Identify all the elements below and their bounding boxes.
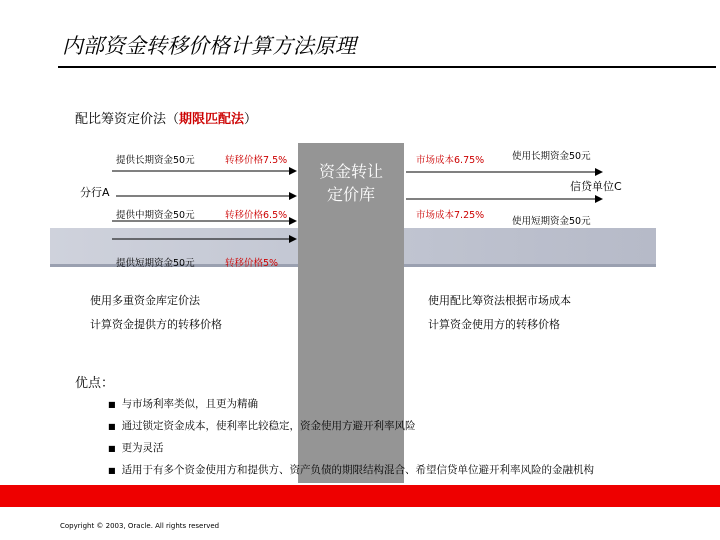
right-note-line1: 使用配比筹资法根据市场成本 [428, 294, 571, 307]
advantage-item [108, 462, 594, 477]
left-note-line1: 使用多重资金库定价法 [90, 294, 200, 307]
pool-label-line1: 资金转让 [318, 162, 383, 181]
pool-label-line2: 定价库 [326, 185, 375, 204]
copyright-text: Copyright © 2003, Oracle. All rights reserved [60, 522, 220, 530]
credit-unit-label: 信贷单位C [570, 180, 622, 193]
left-note-line2: 计算资金提供方的转移价格 [90, 318, 222, 331]
advantage-item [108, 440, 164, 455]
row-short-term-label: 提供短期资金50元 [116, 258, 195, 269]
right-note-line2: 计算资金使用方的转移价格 [428, 318, 560, 331]
right-use-short-term: 使用短期资金50元 [512, 216, 591, 227]
advantage-item-text: 适用于有多个资金使用方和提供方、资产负债的期限结构混合、希望信贷单位避开利率风险的金融机构 [121, 464, 595, 476]
advantage-item-text: 更为灵活 [121, 442, 164, 454]
row-short-term-rate: 转移价格5% [225, 258, 279, 269]
advantage-item [108, 418, 416, 433]
row-mid-term-label: 提供中期资金50元 [116, 210, 195, 221]
right-market-cost-1: 市场成本6.75% [416, 155, 485, 166]
advantage-item-text: 通过锁定资金成本，使利率比较稳定，资金使用方避开利率风险 [121, 420, 416, 432]
bullet-icon: ■ [108, 400, 116, 409]
bullet-icon: ■ [108, 466, 116, 475]
subtitle-highlight: 期限匹配法 [179, 112, 245, 127]
page-title: 内部资金转移价格计算方法原理 [62, 34, 356, 58]
advantage-item-text: 与市场利率类似，且更为精确 [121, 398, 259, 410]
bullet-icon: ■ [108, 444, 116, 453]
advantage-item [108, 396, 258, 411]
right-use-long-term: 使用长期资金50元 [512, 151, 591, 162]
footer-bar [0, 485, 720, 507]
row-long-term-label: 提供长期资金50元 [116, 155, 195, 166]
right-market-cost-2: 市场成本7.25% [416, 210, 485, 221]
row-mid-term-rate: 转移价格6.5% [225, 210, 288, 221]
subtitle-prefix: 配比筹资定价法（ [75, 112, 180, 127]
bullet-icon: ■ [108, 422, 116, 431]
advantages-heading: 优点： [75, 376, 115, 391]
subtitle-suffix: ） [244, 112, 258, 127]
branch-label: 分行A [80, 186, 110, 199]
row-long-term-rate: 转移价格7.5% [225, 155, 288, 166]
